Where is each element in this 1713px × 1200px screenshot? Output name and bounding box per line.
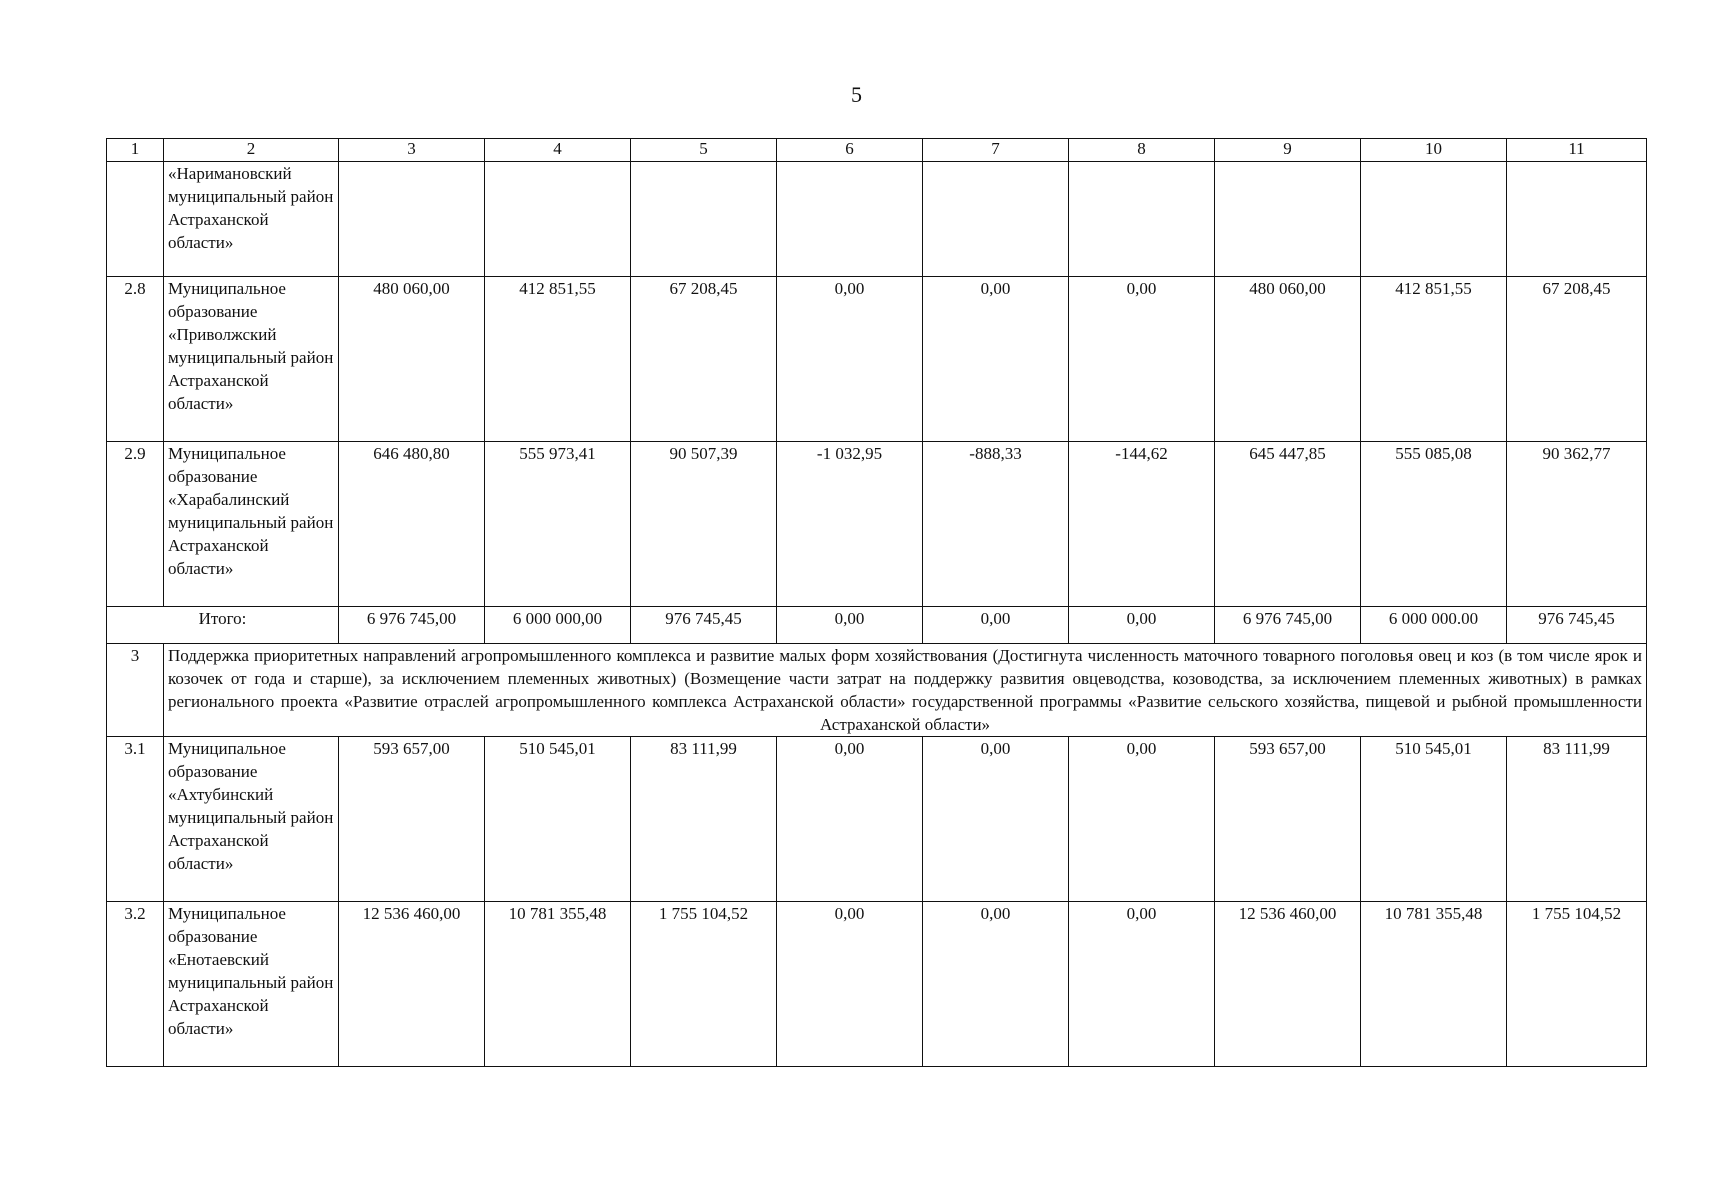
row-name-cell: Муниципальное образование «Харабалинский муниципальный район Астраханской области» <box>164 442 339 607</box>
value-cell <box>1507 162 1647 277</box>
table-row <box>107 442 1647 607</box>
header-cell: 4 <box>485 139 631 162</box>
row-name-cell: «Наримановский муниципальный район Астраханской области» <box>164 162 339 277</box>
row-number-cell: 2.8 <box>107 277 164 442</box>
header-cell: 9 <box>1215 139 1361 162</box>
table-row <box>107 162 1647 277</box>
total-value-cell: 6 000 000.00 <box>1361 607 1507 644</box>
total-value-cell: 6 976 745,00 <box>1215 607 1361 644</box>
value-cell: 90 507,39 <box>631 442 777 607</box>
value-cell: -144,62 <box>1069 442 1215 607</box>
value-cell: 12 536 460,00 <box>339 902 485 1067</box>
value-cell <box>1215 162 1361 277</box>
total-value-cell: 0,00 <box>777 607 923 644</box>
value-cell: -888,33 <box>923 442 1069 607</box>
value-cell: 593 657,00 <box>1215 737 1361 902</box>
value-cell <box>1069 162 1215 277</box>
value-cell: 593 657,00 <box>339 737 485 902</box>
value-cell: 0,00 <box>923 277 1069 442</box>
total-value-cell: 6 976 745,00 <box>339 607 485 644</box>
value-cell: 0,00 <box>777 902 923 1067</box>
header-cell: 11 <box>1507 139 1647 162</box>
value-cell <box>777 162 923 277</box>
row-name-cell: Муниципальное образование «Енотаевский муниципальный район Астраханской области» <box>164 902 339 1067</box>
section-row <box>107 644 1647 737</box>
row-number-cell: 3.2 <box>107 902 164 1067</box>
value-cell: 555 085,08 <box>1361 442 1507 607</box>
value-cell: 412 851,55 <box>1361 277 1507 442</box>
row-name-cell: Муниципальное образование «Приволжский муниципальный район Астраханской области» <box>164 277 339 442</box>
table-row <box>107 737 1647 902</box>
budget-table <box>106 138 1647 1067</box>
table-row <box>107 277 1647 442</box>
section-title: Поддержка приоритетных направлений агропромышленного комплекса и развитие малых форм хозяйствования (Достигнута численность маточного товарного поголовья овец и коз (в том числе ярок и козочек от года и старше), за исключением племенных животных) (Возмещение части затрат на поддержку развития овцеводства, козоводства, за исключением племенных животных) в рамках регионального проекта «Развитие отраслей агропромышленного комплекса Астраханской области» государственной программы «Развитие сельского хозяйства, пищевой и рыбной промышленности Астраханской области» <box>164 644 1647 737</box>
value-cell: 0,00 <box>1069 737 1215 902</box>
value-cell: 0,00 <box>923 902 1069 1067</box>
value-cell: 0,00 <box>777 737 923 902</box>
value-cell <box>923 162 1069 277</box>
header-cell: 2 <box>164 139 339 162</box>
value-cell: 510 545,01 <box>1361 737 1507 902</box>
total-value-cell: 976 745,45 <box>1507 607 1647 644</box>
value-cell: 480 060,00 <box>1215 277 1361 442</box>
value-cell <box>631 162 777 277</box>
value-cell: 412 851,55 <box>485 277 631 442</box>
value-cell: 0,00 <box>777 277 923 442</box>
value-cell <box>485 162 631 277</box>
value-cell <box>339 162 485 277</box>
header-cell: 1 <box>107 139 164 162</box>
value-cell: 10 781 355,48 <box>1361 902 1507 1067</box>
value-cell: 1 755 104,52 <box>1507 902 1647 1067</box>
header-cell: 6 <box>777 139 923 162</box>
row-number-cell: 3.1 <box>107 737 164 902</box>
total-value-cell: 0,00 <box>1069 607 1215 644</box>
row-name-cell: Муниципальное образование «Ахтубинский муниципальный район Астраханской области» <box>164 737 339 902</box>
header-cell: 3 <box>339 139 485 162</box>
header-cell: 7 <box>923 139 1069 162</box>
total-value-cell: 0,00 <box>923 607 1069 644</box>
value-cell: 83 111,99 <box>631 737 777 902</box>
total-value-cell: 976 745,45 <box>631 607 777 644</box>
header-cell: 8 <box>1069 139 1215 162</box>
value-cell: 83 111,99 <box>1507 737 1647 902</box>
value-cell: 645 447,85 <box>1215 442 1361 607</box>
value-cell: 0,00 <box>1069 902 1215 1067</box>
value-cell: 0,00 <box>1069 277 1215 442</box>
value-cell: 67 208,45 <box>631 277 777 442</box>
value-cell: 480 060,00 <box>339 277 485 442</box>
row-number-cell: 2.9 <box>107 442 164 607</box>
value-cell: 90 362,77 <box>1507 442 1647 607</box>
header-cell: 10 <box>1361 139 1507 162</box>
total-label: Итого: <box>107 607 339 644</box>
value-cell: 555 973,41 <box>485 442 631 607</box>
header-row <box>107 139 1647 162</box>
value-cell: -1 032,95 <box>777 442 923 607</box>
value-cell: 646 480,80 <box>339 442 485 607</box>
value-cell: 0,00 <box>923 737 1069 902</box>
total-row <box>107 607 1647 644</box>
table-row <box>107 902 1647 1067</box>
header-cell: 5 <box>631 139 777 162</box>
value-cell: 12 536 460,00 <box>1215 902 1361 1067</box>
value-cell <box>1361 162 1507 277</box>
total-value-cell: 6 000 000,00 <box>485 607 631 644</box>
value-cell: 1 755 104,52 <box>631 902 777 1067</box>
section-number-cell: 3 <box>107 644 164 737</box>
page-number: 5 <box>851 82 862 107</box>
value-cell: 67 208,45 <box>1507 277 1647 442</box>
value-cell: 510 545,01 <box>485 737 631 902</box>
row-number-cell <box>107 162 164 277</box>
value-cell: 10 781 355,48 <box>485 902 631 1067</box>
